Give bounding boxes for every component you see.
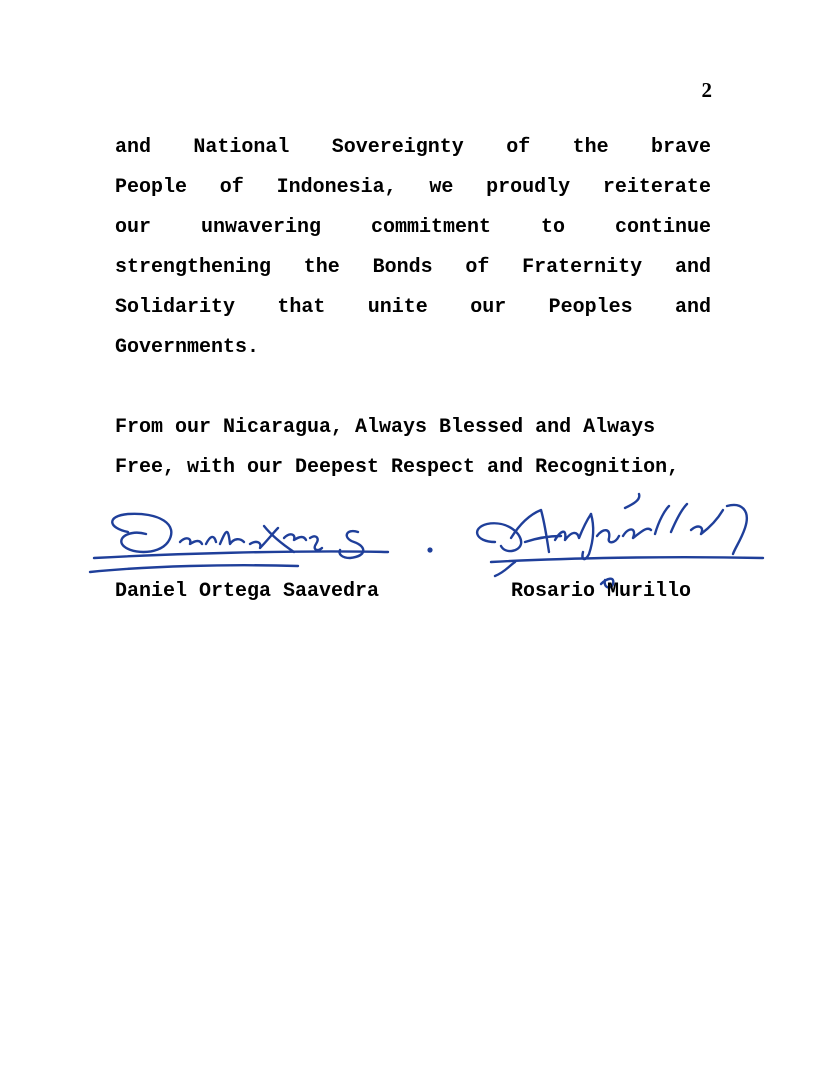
page-number: 2: [701, 78, 712, 102]
word: our: [115, 216, 152, 239]
word: the: [303, 256, 340, 279]
paragraph-closing-salutation: [115, 408, 711, 488]
word: and: [115, 136, 152, 159]
word: commitment: [370, 216, 492, 239]
word: of: [506, 136, 531, 159]
word: reiterate: [602, 176, 711, 199]
word: Indonesia,: [276, 176, 397, 199]
word: and: [674, 256, 711, 279]
word: unwavering: [200, 216, 322, 239]
word: People: [115, 176, 188, 199]
word: the: [572, 136, 609, 159]
word: Sovereignty: [331, 136, 464, 159]
word: unite: [367, 296, 428, 319]
text-line: [115, 128, 711, 168]
word: of: [465, 256, 490, 279]
word: we: [429, 176, 454, 199]
word: National: [193, 136, 290, 159]
word: to: [540, 216, 565, 239]
text-line: Free, with our Deepest Respect and Recognition,: [115, 456, 680, 479]
word: of: [219, 176, 244, 199]
word: strengthening: [115, 256, 272, 279]
word: brave: [650, 136, 711, 159]
word: proudly: [486, 176, 571, 199]
signer-name-rosario-murillo: Rosario Murillo: [511, 580, 692, 603]
word: Solidarity: [115, 296, 236, 319]
word: our: [470, 296, 507, 319]
word: Peoples: [548, 296, 633, 319]
text-line: [115, 288, 711, 328]
word: that: [277, 296, 326, 319]
text-line: [115, 248, 711, 288]
signature-block: [0, 480, 825, 610]
word: continue: [614, 216, 711, 239]
signature-daniel-ortega: [88, 480, 448, 580]
word: Fraternity: [522, 256, 643, 279]
paragraph-closing-commitment: [115, 128, 711, 368]
word: and: [674, 296, 711, 319]
word: Bonds: [372, 256, 433, 279]
text-line: [115, 208, 711, 248]
text-line: [115, 168, 711, 208]
text-line-last: Governments.: [115, 336, 260, 359]
signature-dot: [427, 547, 432, 552]
signer-name-daniel-ortega: Daniel Ortega Saavedra: [115, 580, 380, 603]
text-line: From our Nicaragua, Always Blessed and Always: [115, 416, 656, 439]
